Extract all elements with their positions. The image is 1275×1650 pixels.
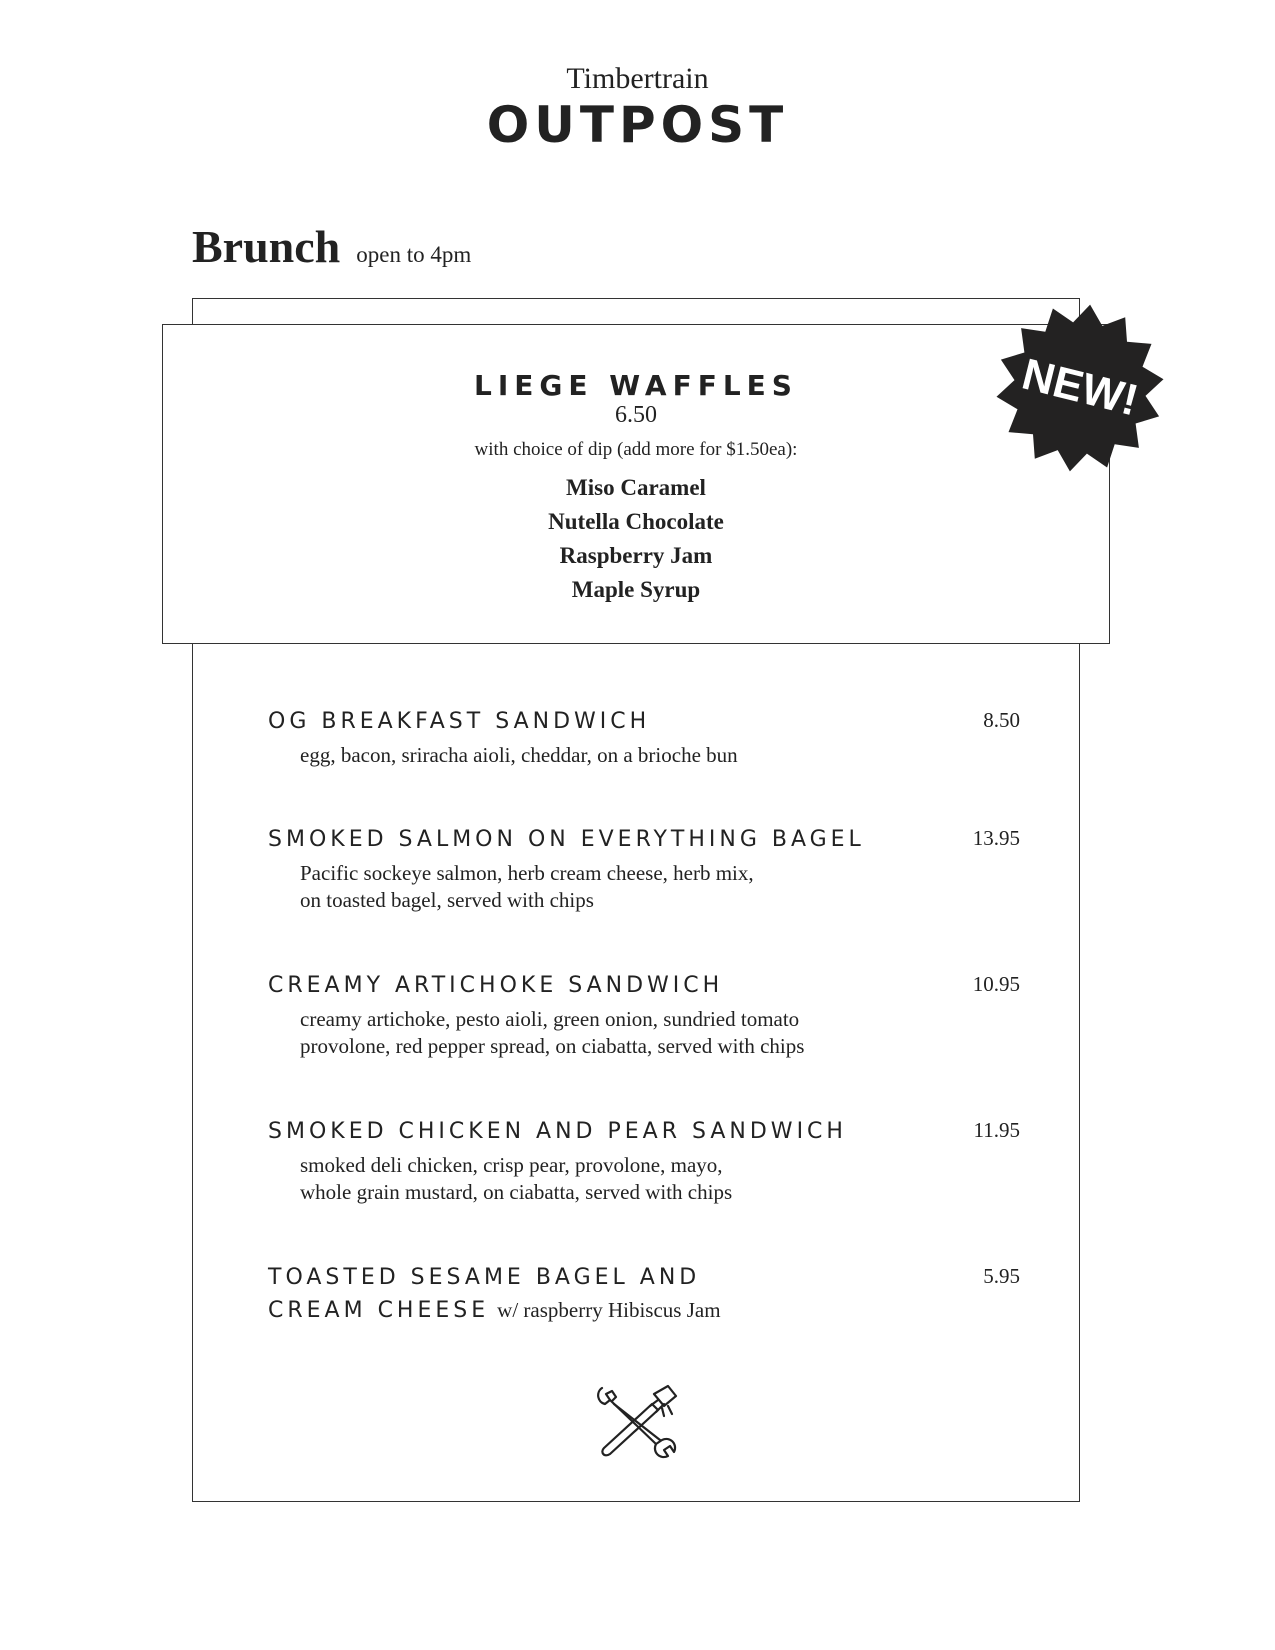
item-price: 5.95 (983, 1264, 1020, 1288)
feature-price: 6.50 (615, 402, 657, 428)
description-line: egg, bacon, sriracha aioli, cheddar, on a brioche bun (300, 743, 738, 767)
feature-title: LIEGE WAFFLES (474, 369, 798, 402)
item-price: 11.95 (973, 1118, 1020, 1142)
item-price: 8.50 (983, 708, 1020, 732)
menu-item (268, 706, 1020, 769)
menu-item (268, 1262, 1020, 1327)
section-title: Brunch (192, 221, 341, 272)
brand-name-large: OUTPOST (486, 96, 789, 154)
brand-name-small: Timbertrain (566, 62, 709, 95)
description-line: Pacific sockeye salmon, herb cream cheese, herb mix, (300, 861, 754, 885)
description-line: provolone, red pepper spread, on ciabatta, served with chips (300, 1034, 805, 1058)
item-name: SMOKED CHICKEN AND PEAR SANDWICH (268, 1119, 847, 1144)
menu-item (268, 1116, 1020, 1206)
section-hours: open to 4pm (356, 242, 472, 267)
item-name-line-with-note (268, 1294, 1020, 1327)
starburst-badge-icon (990, 298, 1170, 478)
section-heading (192, 220, 471, 273)
wrench-and-portafilter-icon (592, 1380, 682, 1460)
item-name-line: CREAM CHEESE (268, 1298, 490, 1323)
dip-item: Nutella Chocolate (548, 509, 724, 534)
dip-item: Raspberry Jam (559, 543, 713, 568)
item-note: w/ raspberry Hibiscus Jam (497, 1298, 721, 1322)
item-description (268, 1006, 1020, 1060)
menu-item (268, 970, 1020, 1060)
item-name: CREAMY ARTICHOKE SANDWICH (268, 973, 724, 998)
dip-list (163, 471, 1109, 607)
item-description (268, 860, 1020, 914)
item-name-line: TOASTED SESAME BAGEL AND (268, 1265, 701, 1290)
item-name: SMOKED SALMON ON EVERYTHING BAGEL (268, 827, 865, 852)
item-price: 13.95 (972, 826, 1020, 850)
description-line: smoked deli chicken, crisp pear, provolone, mayo, (300, 1153, 723, 1177)
menu-item (268, 824, 1020, 914)
badge-text: NEW! (1017, 349, 1143, 426)
item-description (268, 742, 1020, 769)
dip-item: Miso Caramel (566, 475, 706, 500)
item-name: OG BREAKFAST SANDWICH (268, 709, 651, 734)
description-line: on toasted bagel, served with chips (300, 888, 594, 912)
description-line: creamy artichoke, pesto aioli, green onion, sundried tomato (300, 1007, 800, 1031)
item-price: 10.95 (972, 972, 1020, 996)
feature-description: with choice of dip (add more for $1.50ea): (474, 439, 798, 460)
item-description (268, 1152, 1020, 1206)
feature-card (162, 324, 1110, 644)
dip-item: Maple Syrup (571, 577, 701, 602)
description-line: whole grain mustard, on ciabatta, served with chips (300, 1180, 733, 1204)
